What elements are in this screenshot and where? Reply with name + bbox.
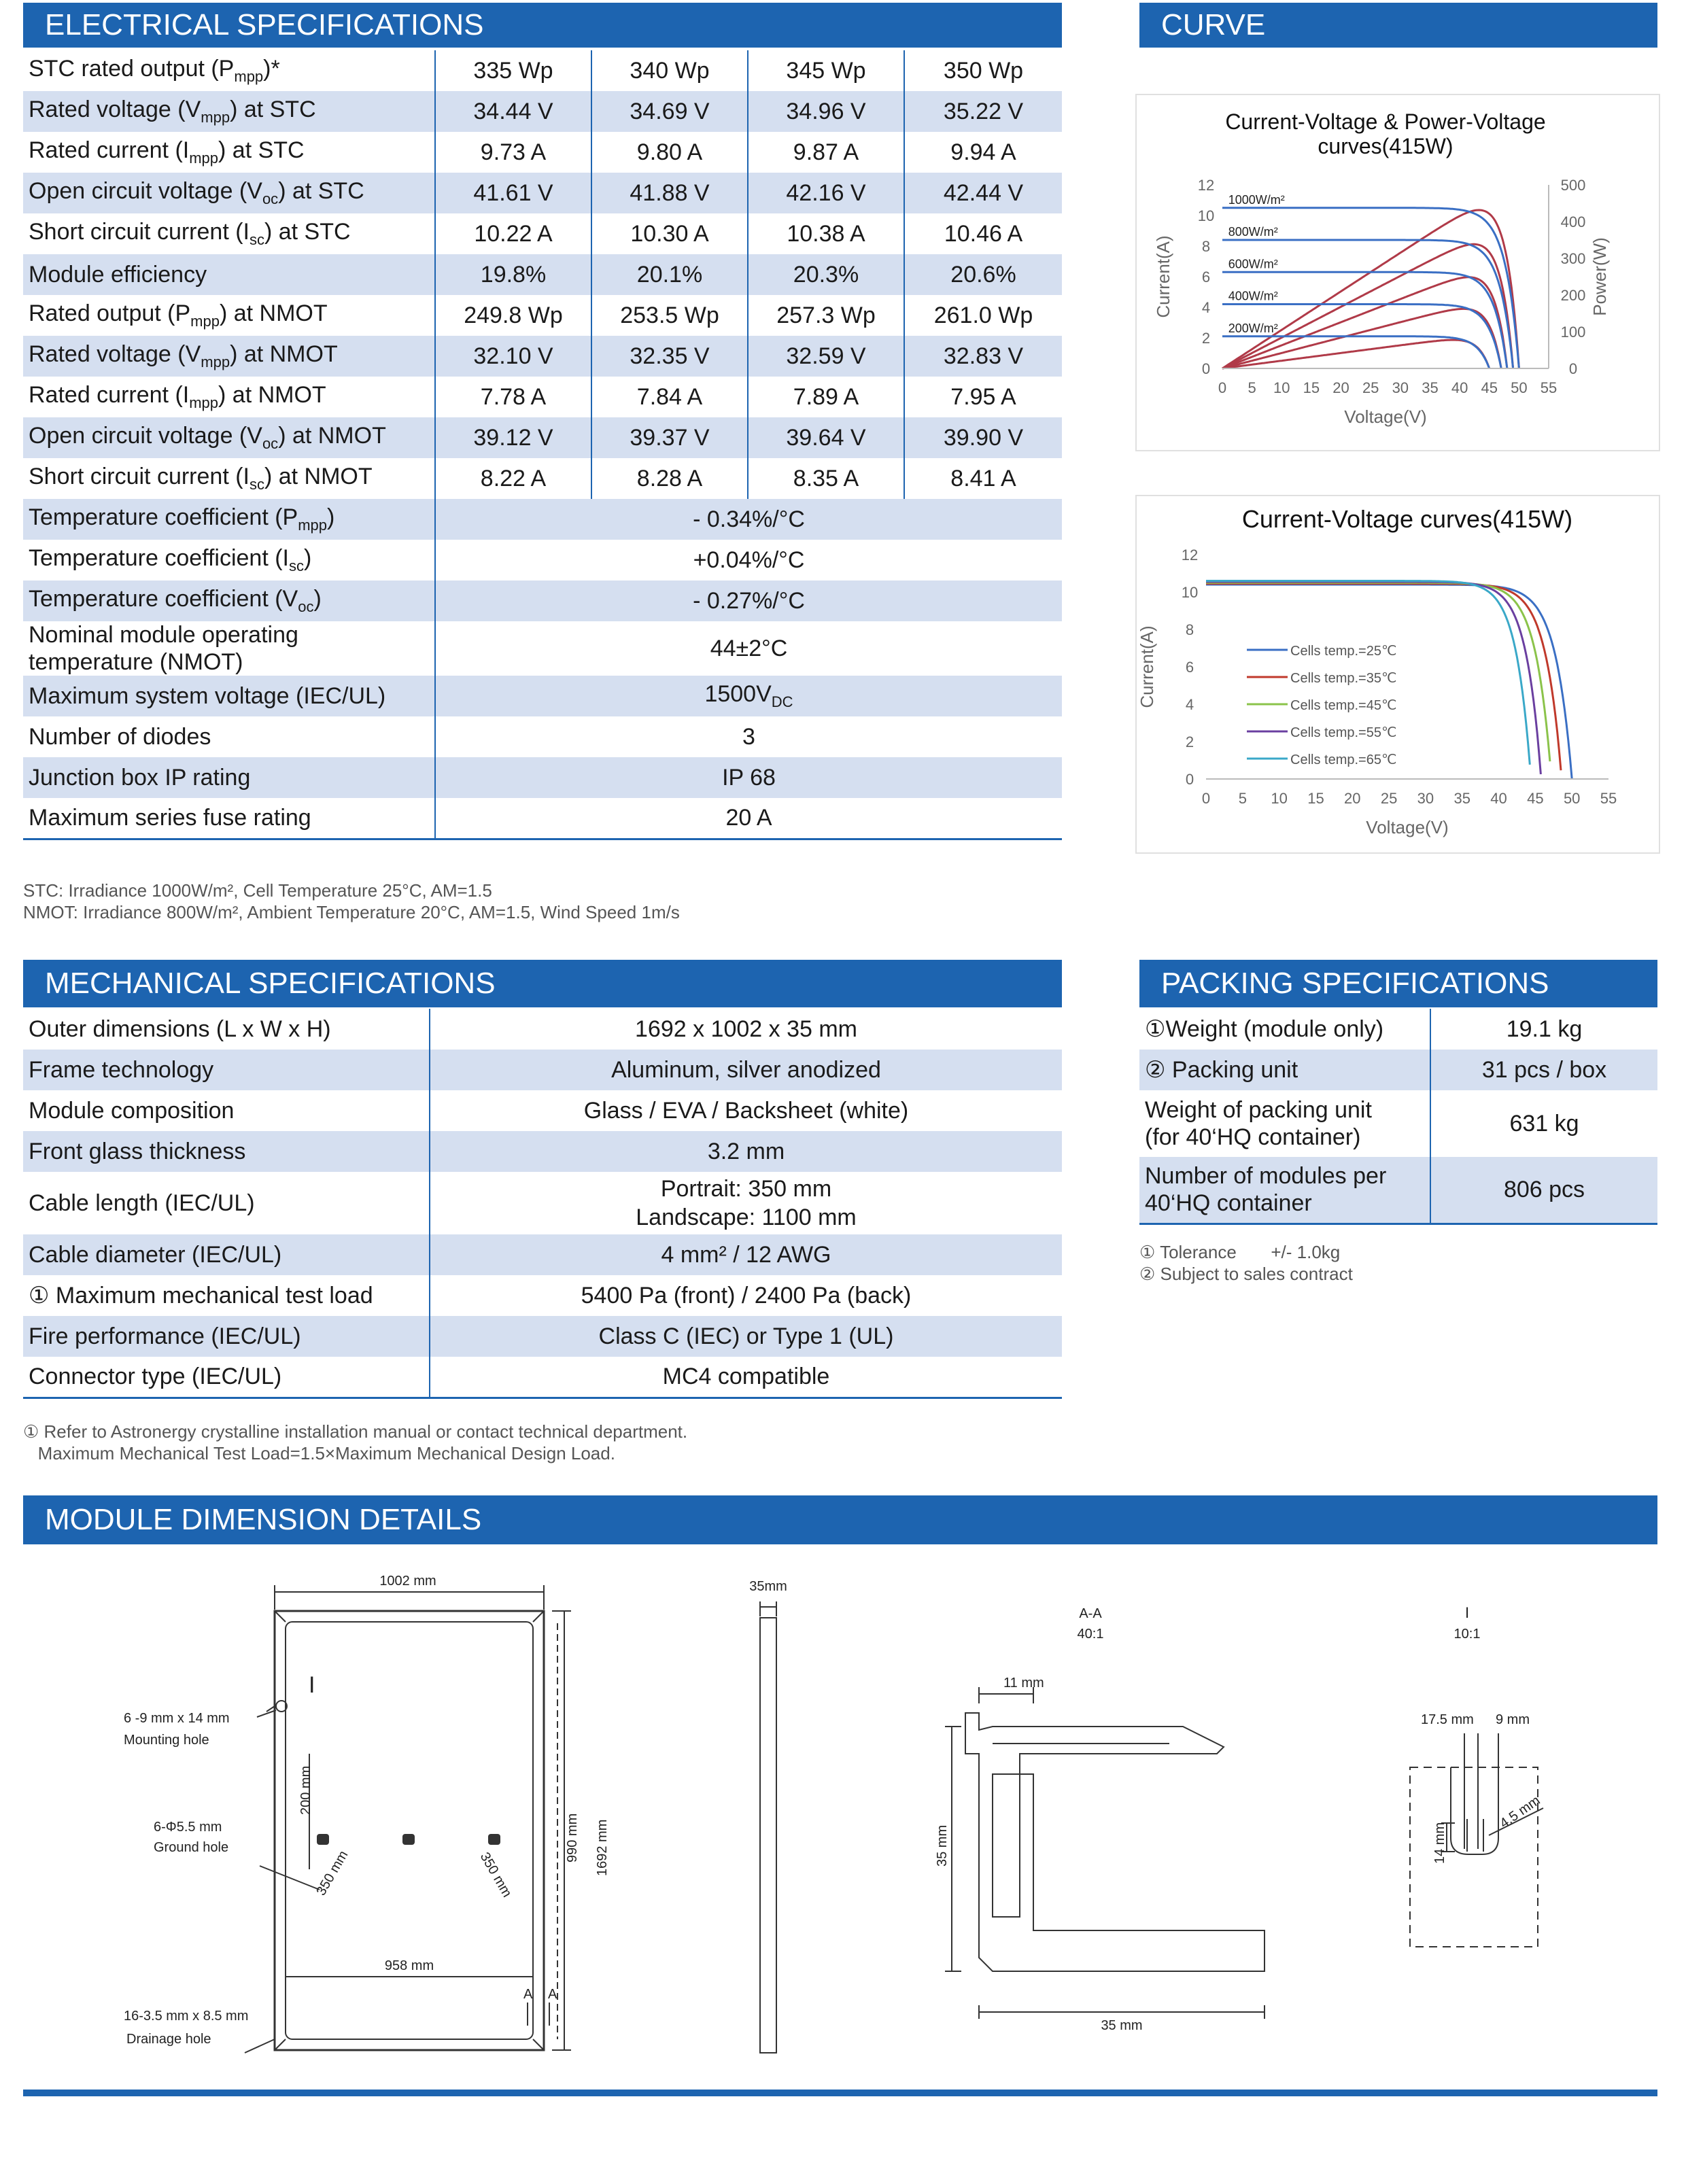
- mechanical-cell: Aluminum, silver anodized: [430, 1050, 1062, 1090]
- x-tick-label: 10: [1271, 790, 1288, 807]
- electrical-cell: 41.88 V: [591, 173, 748, 213]
- electrical-row-label: Number of diodes: [23, 716, 435, 757]
- y-tick-label: 0: [1201, 360, 1211, 377]
- y-axis-label: Current(A): [1153, 235, 1173, 318]
- electrical-cell: 32.83 V: [904, 336, 1062, 377]
- mechanical-row-label: Module composition: [23, 1090, 430, 1131]
- electrical-row: [23, 336, 1062, 377]
- electrical-cell: 35.22 V: [904, 91, 1062, 132]
- packing-cell: 19.1 kg: [1430, 1009, 1657, 1050]
- y-tick-label: 6: [1185, 659, 1194, 676]
- dim-d14: 14 mm: [1432, 1822, 1447, 1864]
- y-tick-label: 4: [1201, 299, 1211, 316]
- electrical-row-label: Rated voltage $(V_{mpp})$ at NMOT: [23, 336, 435, 377]
- dim-d9: 9 mm: [1496, 1712, 1530, 1727]
- mechanical-notes: ① Refer to Astronergy crystalline installation manual or contact technical department. Maximum Mechanical Test Load=1.5×Maximum Mechanical Design Load.: [23, 1421, 688, 1463]
- dim-s11: 11 mm: [1003, 1676, 1044, 1691]
- chart-title: curves(415W): [1318, 134, 1453, 158]
- electrical-cell: 350 Wp: [904, 50, 1062, 91]
- electrical-cell: IP 68: [435, 757, 1062, 798]
- legend-entry: Cells temp.=45℃: [1290, 698, 1397, 713]
- electrical-row: [23, 621, 1062, 676]
- electrical-cell: 8.22 A: [435, 458, 591, 499]
- electrical-cell: 10.22 A: [435, 213, 591, 254]
- dim-drain: 16-3.5 mm x 8.5 mm: [124, 2009, 249, 2024]
- electrical-cell: 249.8 Wp: [435, 295, 591, 336]
- x-tick-label: 50: [1563, 790, 1581, 807]
- mechanical-cell: 4 mm² / 12 AWG: [430, 1234, 1062, 1275]
- mechanical-header: [23, 960, 1062, 1007]
- mechanical-row: [23, 1234, 1062, 1275]
- dim-d45: 4.5 mm: [1497, 1792, 1543, 1832]
- mechanical-row: [23, 1131, 1062, 1172]
- packing-cell: 31 pcs / box: [1430, 1050, 1657, 1090]
- electrical-row-label: Temperature coefficient $(P_{mpp})$: [23, 499, 435, 540]
- x-axis-label: Voltage(V): [1344, 406, 1427, 427]
- y2-tick-label: 0: [1568, 360, 1578, 377]
- dim-mounting: 6 -9 mm x 14 mm: [124, 1711, 230, 1726]
- electrical-cell: 7.78 A: [435, 377, 591, 417]
- electrical-cell: 44±2°C: [435, 621, 1062, 676]
- electrical-header: [23, 3, 1062, 48]
- electrical-cell: 10.38 A: [748, 213, 904, 254]
- series-label: 600W/m²: [1228, 257, 1278, 271]
- electrical-cell: 253.5 Wp: [591, 295, 748, 336]
- dim-aa: A: [523, 1987, 533, 2002]
- electrical-row-label: Rated current $(I_{mpp})$ at NMOT: [23, 377, 435, 417]
- power-curve: [1222, 340, 1490, 368]
- chart-title: Current-Voltage curves(415W): [1241, 505, 1573, 533]
- dim-mark-i: I: [309, 1672, 315, 1698]
- electrical-row: [23, 458, 1062, 499]
- mechanical-table: [23, 1009, 1062, 1399]
- mechanical-row-label: Connector type (IEC/UL): [23, 1357, 430, 1398]
- electrical-cell: 261.0 Wp: [904, 295, 1062, 336]
- legend-entry: Cells temp.=25℃: [1290, 644, 1397, 659]
- packing-title: PACKING SPECIFICATIONS: [1161, 967, 1549, 1000]
- electrical-cell: 7.84 A: [591, 377, 748, 417]
- mechanical-row-label: Fire performance (IEC/UL): [23, 1316, 430, 1357]
- electrical-row-label: Short circuit current $(I_{sc})$ at NMOT: [23, 458, 435, 499]
- legend-entry: Cells temp.=55℃: [1290, 725, 1397, 740]
- electrical-row: [23, 254, 1062, 295]
- dim-c350a: 350 mm: [313, 1848, 351, 1899]
- electrical-cell: 34.69 V: [591, 91, 748, 132]
- packing-header: [1139, 960, 1657, 1007]
- dim-w958: 958 mm: [384, 1958, 434, 1973]
- series-label: 1000W/m²: [1228, 192, 1285, 207]
- electrical-cell: 20 A: [435, 798, 1062, 839]
- electrical-cell: 8.41 A: [904, 458, 1062, 499]
- mechanical-cell: Portrait: 350 mm Landscape: 1100 mm: [430, 1172, 1062, 1234]
- electrical-row-label: STC rated output $(P_{mpp})*$: [23, 50, 435, 91]
- electrical-cell: 32.35 V: [591, 336, 748, 377]
- packing-row-label: Number of modules per 40‘HQ container: [1139, 1157, 1430, 1224]
- packing-row: [1139, 1157, 1657, 1224]
- y2-axis-label: Power(W): [1589, 237, 1610, 316]
- electrical-notes: STC: Irradiance 1000W/m², Cell Temperature 25°C, AM=1.5 NMOT: Irradiance 800W/m², Ambient Temperature 20°C, AM=1.5, Wind Speed 1m/s: [23, 880, 680, 922]
- mechanical-row-label: Cable length (IEC/UL): [23, 1172, 430, 1234]
- y-tick-label: 2: [1185, 733, 1194, 750]
- x-tick-label: 55: [1600, 790, 1617, 807]
- dim-drain-name: Drainage hole: [126, 2032, 211, 2047]
- electrical-cell: 10.46 A: [904, 213, 1062, 254]
- mechanical-cell: 3.2 mm: [430, 1131, 1062, 1172]
- electrical-cell: 9.94 A: [904, 132, 1062, 173]
- electrical-row-label: Rated current $(I_{mpp})$ at STC: [23, 132, 435, 173]
- mechanical-title: MECHANICAL SPECIFICATIONS: [45, 967, 496, 1000]
- x-tick-label: 0: [1201, 790, 1211, 807]
- mechanical-row: [23, 1050, 1062, 1090]
- packing-row-label: Weight of packing unit (for 40‘HQ container): [1139, 1090, 1430, 1157]
- electrical-row-label: Module efficiency: [23, 254, 435, 295]
- electrical-title: ELECTRICAL SPECIFICATIONS: [45, 8, 484, 41]
- y-tick-label: 2: [1201, 330, 1211, 347]
- electrical-cell: 9.73 A: [435, 132, 591, 173]
- dim-c350b: 350 mm: [477, 1850, 515, 1901]
- mechanical-cell: MC4 compatible: [430, 1357, 1062, 1398]
- electrical-cell: 20.3%: [748, 254, 904, 295]
- electrical-row-label: Open circuit voltage $(V_{oc})$ at NMOT: [23, 417, 435, 458]
- electrical-cell: 39.12 V: [435, 417, 591, 458]
- electrical-cell: - 0.34%/°C: [435, 499, 1062, 540]
- y2-tick-label: 300: [1560, 250, 1586, 267]
- electrical-cell: 20.6%: [904, 254, 1062, 295]
- electrical-row: [23, 295, 1062, 336]
- x-tick-label: 10: [1273, 379, 1290, 396]
- legend-entry: Cells temp.=35℃: [1290, 671, 1397, 686]
- packing-row-label: ② Packing unit: [1139, 1050, 1430, 1090]
- electrical-cell: 257.3 Wp: [748, 295, 904, 336]
- electrical-row: [23, 540, 1062, 580]
- dim-mounting-name: Mounting hole: [124, 1733, 209, 1748]
- y2-tick-label: 500: [1560, 177, 1586, 194]
- electrical-cell: 335 Wp: [435, 50, 591, 91]
- electrical-table: [23, 50, 1062, 840]
- packing-cell: 806 pcs: [1430, 1157, 1657, 1224]
- mechanical-cell: 5400 Pa (front) / 2400 Pa (back): [430, 1275, 1062, 1316]
- x-tick-label: 30: [1417, 790, 1434, 807]
- x-tick-label: 35: [1422, 379, 1439, 396]
- dimension-title: MODULE DIMENSION DETAILS: [45, 1503, 482, 1536]
- packing-cell: 631 kg: [1430, 1090, 1657, 1157]
- electrical-row: [23, 377, 1062, 417]
- x-tick-label: 35: [1453, 790, 1470, 807]
- electrical-row-label: Junction box IP rating: [23, 757, 435, 798]
- electrical-cell: 345 Wp: [748, 50, 904, 91]
- dim-h990: 990 mm: [565, 1813, 580, 1862]
- y2-tick-label: 400: [1560, 213, 1586, 230]
- x-tick-label: 40: [1451, 379, 1468, 396]
- electrical-cell: 42.44 V: [904, 173, 1062, 213]
- mechanical-row-label: ① Maximum mechanical test load: [23, 1275, 430, 1316]
- series-label: 800W/m²: [1228, 225, 1278, 239]
- electrical-row: [23, 580, 1062, 621]
- series-label: 400W/m²: [1228, 289, 1278, 303]
- electrical-cell: 7.89 A: [748, 377, 904, 417]
- x-tick-label: 25: [1380, 790, 1398, 807]
- dim-h1692: 1692 mm: [595, 1819, 610, 1876]
- electrical-row: [23, 676, 1062, 716]
- electrical-row-label: Maximum series fuse rating: [23, 798, 435, 839]
- dim-det-title: I: [1464, 1604, 1470, 1621]
- electrical-cell: 39.37 V: [591, 417, 748, 458]
- x-axis-label: Voltage(V): [1366, 817, 1449, 837]
- dim-width-top: 1002 mm: [379, 1574, 436, 1589]
- mechanical-row-label: Cable diameter (IEC/UL): [23, 1234, 430, 1275]
- x-tick-label: 0: [1218, 379, 1227, 396]
- electrical-row-label: Short circuit current $(I_{sc})$ at STC: [23, 213, 435, 254]
- iv-temp-chart-panel: [1135, 495, 1660, 854]
- electrical-cell: 41.61 V: [435, 173, 591, 213]
- electrical-cell: - 0.27%/°C: [435, 580, 1062, 621]
- iv-temp-chart: [1137, 496, 1659, 852]
- x-tick-label: 15: [1303, 379, 1320, 396]
- mechanical-row: [23, 1316, 1062, 1357]
- electrical-row-label: Temperature coefficient $(V_{oc})$: [23, 580, 435, 621]
- electrical-row: [23, 499, 1062, 540]
- packing-row: [1139, 1090, 1657, 1157]
- electrical-cell: 34.44 V: [435, 91, 591, 132]
- electrical-cell: 20.1%: [591, 254, 748, 295]
- x-tick-label: 20: [1344, 790, 1361, 807]
- packing-notes: ① Tolerance +/- 1.0kg ② Subject to sales contract: [1139, 1242, 1353, 1284]
- electrical-row-label: Nominal module operating temperature (NMOT): [23, 621, 435, 676]
- packing-table: [1139, 1009, 1657, 1225]
- electrical-row: [23, 417, 1062, 458]
- dimension-header: [23, 1495, 1657, 1544]
- dim-s35h: 35 mm: [1101, 2018, 1143, 2033]
- electrical-row: [23, 716, 1062, 757]
- y-axis-label: Current(A): [1137, 625, 1157, 708]
- electrical-cell: 3: [435, 716, 1062, 757]
- curve-title: CURVE: [1161, 8, 1266, 41]
- x-tick-label: 30: [1392, 379, 1409, 396]
- mechanical-cell: Glass / EVA / Backsheet (white): [430, 1090, 1062, 1131]
- electrical-row: [23, 213, 1062, 254]
- y-tick-label: 12: [1181, 547, 1199, 564]
- electrical-cell: +0.04%/°C: [435, 540, 1062, 580]
- electrical-cell: 34.96 V: [748, 91, 904, 132]
- electrical-cell: 32.10 V: [435, 336, 591, 377]
- electrical-row: [23, 173, 1062, 213]
- electrical-row-label: Temperature coefficient $(I_{sc})$: [23, 540, 435, 580]
- x-tick-label: 45: [1527, 790, 1544, 807]
- electrical-row: [23, 757, 1062, 798]
- mechanical-row-label: Frame technology: [23, 1050, 430, 1090]
- x-tick-label: 15: [1307, 790, 1324, 807]
- dim-h200: 200 mm: [298, 1765, 313, 1815]
- iv-pv-chart-panel: [1135, 94, 1660, 451]
- x-tick-label: 25: [1362, 379, 1379, 396]
- y2-tick-label: 100: [1560, 324, 1586, 341]
- dim-ground: 6-Φ5.5 mm: [154, 1820, 222, 1835]
- electrical-row: [23, 798, 1062, 839]
- chart-title: Current-Voltage & Power-Voltage: [1225, 109, 1546, 134]
- electrical-row-label: Open circuit voltage $(V_{oc})$ at STC: [23, 173, 435, 213]
- electrical-cell: 39.64 V: [748, 417, 904, 458]
- electrical-row-label: Rated output $(P_{mpp})$ at NMOT: [23, 295, 435, 336]
- dim-det-scale: 10:1: [1453, 1627, 1481, 1642]
- dim-sec-scale: 40:1: [1077, 1627, 1104, 1642]
- x-tick-label: 40: [1490, 790, 1507, 807]
- mechanical-row: [23, 1172, 1062, 1234]
- packing-row: [1139, 1050, 1657, 1090]
- x-tick-label: 20: [1332, 379, 1349, 396]
- electrical-cell: 9.80 A: [591, 132, 748, 173]
- x-tick-label: 5: [1248, 379, 1256, 396]
- dim-side35: 35mm: [749, 1579, 787, 1594]
- mechanical-cell: Class C (IEC) or Type 1 (UL): [430, 1316, 1062, 1357]
- electrical-cell: 7.95 A: [904, 377, 1062, 417]
- electrical-cell: 39.90 V: [904, 417, 1062, 458]
- y2-tick-label: 200: [1560, 287, 1586, 304]
- mechanical-row: [23, 1357, 1062, 1398]
- y-tick-label: 8: [1201, 238, 1211, 255]
- electrical-row-label: Rated voltage $(V_{mpp})$ at STC: [23, 91, 435, 132]
- current-curve: [1222, 272, 1507, 368]
- y-tick-label: 0: [1185, 771, 1194, 788]
- mechanical-row: [23, 1090, 1062, 1131]
- electrical-cell: 9.87 A: [748, 132, 904, 173]
- mechanical-row-label: Front glass thickness: [23, 1131, 430, 1172]
- x-tick-label: 50: [1511, 379, 1528, 396]
- curve-header: [1139, 3, 1657, 48]
- y-tick-label: 12: [1197, 177, 1215, 194]
- mechanical-row: [23, 1009, 1062, 1050]
- y-tick-label: 4: [1185, 696, 1194, 713]
- iv-pv-chart: [1137, 95, 1659, 450]
- mechanical-row-label: Outer dimensions (L x W x H): [23, 1009, 430, 1050]
- electrical-row: [23, 50, 1062, 91]
- y-tick-label: 10: [1181, 584, 1199, 601]
- x-tick-label: 55: [1540, 379, 1558, 396]
- x-tick-label: 45: [1481, 379, 1498, 396]
- electrical-row: [23, 91, 1062, 132]
- electrical-cell: 10.30 A: [591, 213, 748, 254]
- electrical-cell: $1500V_{DC}$: [435, 676, 1062, 716]
- electrical-cell: 340 Wp: [591, 50, 748, 91]
- x-tick-label: 5: [1238, 790, 1247, 807]
- packing-row: [1139, 1009, 1657, 1050]
- mechanical-row: [23, 1275, 1062, 1316]
- dim-ground-name: Ground hole: [154, 1840, 229, 1855]
- dim-sec-title: A-A: [1079, 1606, 1102, 1621]
- dim-d175: 17.5 mm: [1421, 1712, 1474, 1727]
- electrical-cell: 32.59 V: [748, 336, 904, 377]
- y-tick-label: 8: [1185, 621, 1194, 638]
- series-label: 200W/m²: [1228, 321, 1278, 335]
- electrical-cell: 8.28 A: [591, 458, 748, 499]
- dim-s35v: 35 mm: [935, 1824, 950, 1867]
- electrical-row: [23, 132, 1062, 173]
- y-tick-label: 6: [1201, 268, 1211, 285]
- y-tick-label: 10: [1197, 207, 1215, 224]
- electrical-row-label: Maximum system voltage (IEC/UL): [23, 676, 435, 716]
- electrical-cell: 42.16 V: [748, 173, 904, 213]
- packing-row-label: ①Weight (module only): [1139, 1009, 1430, 1050]
- dim-aa2: A: [548, 1987, 557, 2002]
- electrical-cell: 19.8%: [435, 254, 591, 295]
- mechanical-cell: 1692 x 1002 x 35 mm: [430, 1009, 1062, 1050]
- footer-rule: [23, 2090, 1657, 2096]
- legend-entry: Cells temp.=65℃: [1290, 752, 1397, 767]
- module-dimension-drawing: [0, 1550, 1686, 2100]
- electrical-cell: 8.35 A: [748, 458, 904, 499]
